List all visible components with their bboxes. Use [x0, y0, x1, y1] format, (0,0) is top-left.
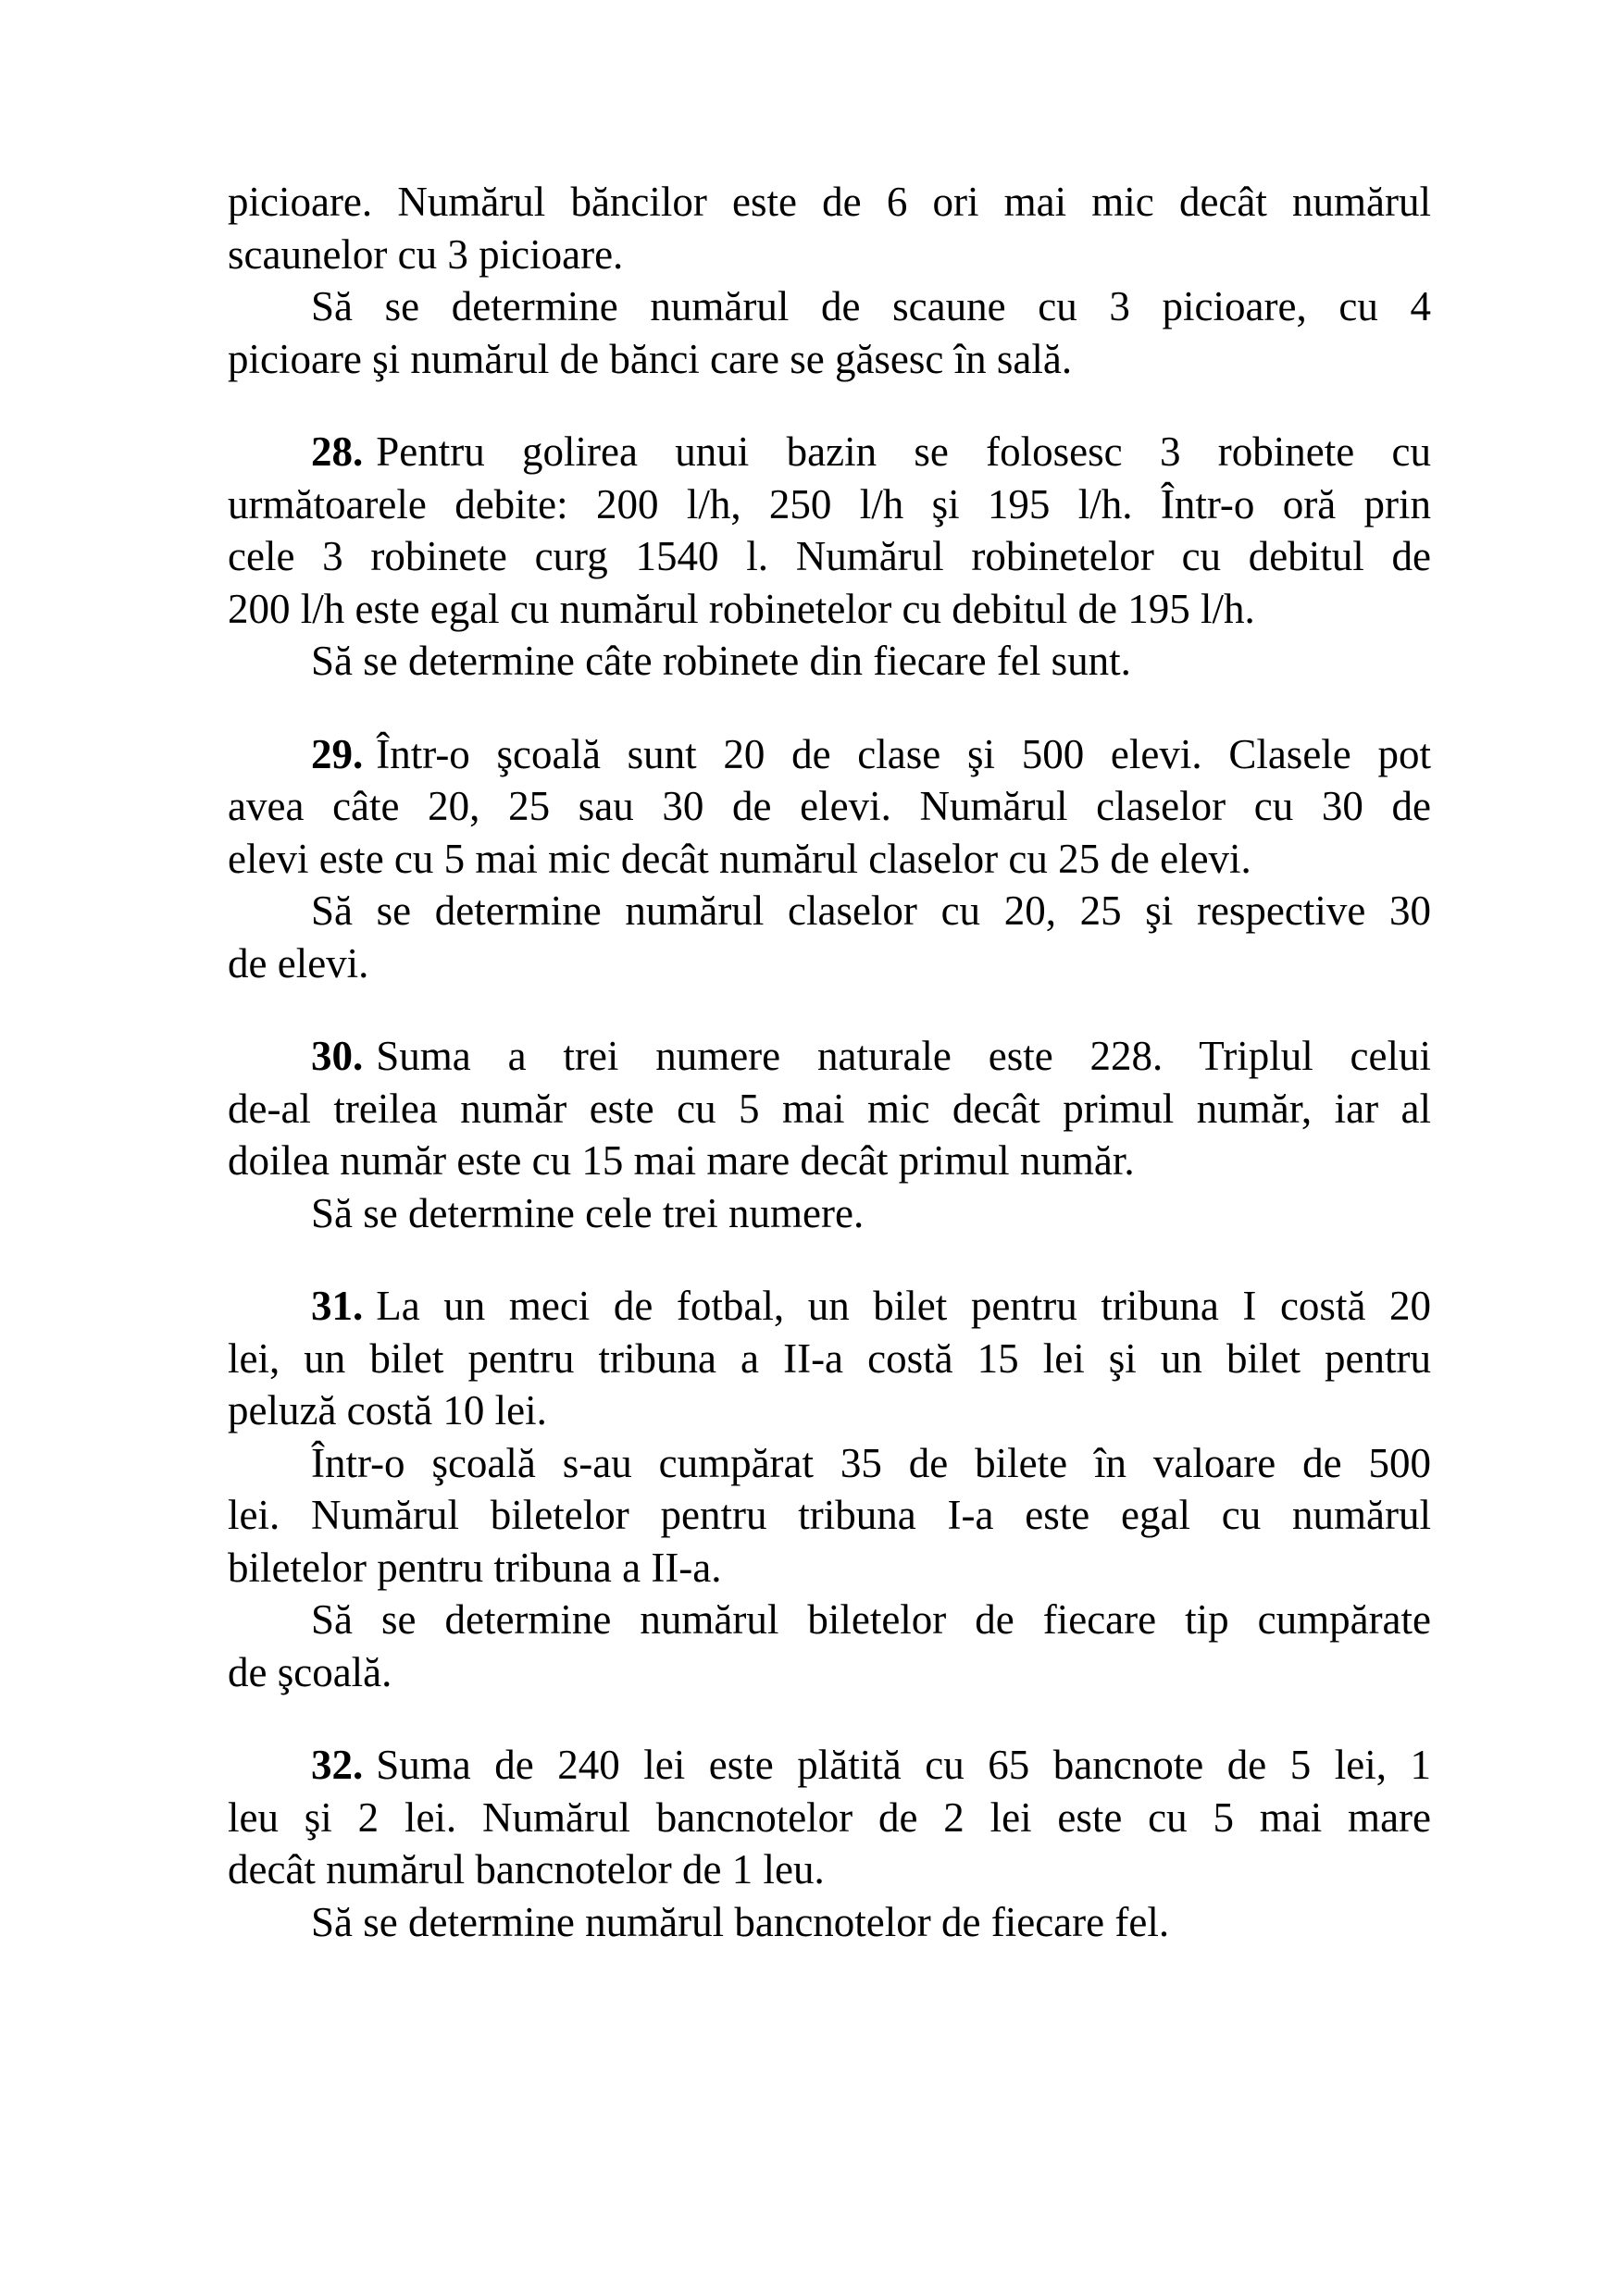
paragraph — [228, 1594, 1431, 1698]
line-text: La un meci de fotbal, un bilet pentru tribuna I costă 20 — [376, 1283, 1431, 1329]
problem-30 — [228, 1030, 1431, 1239]
text-line — [228, 937, 1431, 990]
paragraph — [228, 1187, 1431, 1240]
text-line — [228, 1843, 1431, 1896]
line-text: de elevi. — [228, 939, 369, 987]
text-line — [228, 833, 1431, 886]
line-text: de-al treilea număr este cu 5 mai mic decât primul număr, iar al — [228, 1085, 1431, 1132]
line-text: elevi este cu 5 mai mic decât numărul claselor cu 25 de elevi. — [228, 835, 1251, 882]
paragraph — [228, 1280, 1431, 1437]
line-text: Suma de 240 lei este plătită cu 65 bancnote de 5 lei, 1 — [376, 1742, 1431, 1788]
text-line — [228, 333, 1431, 386]
line-text: Într-o şcoală sunt 20 de clase şi 500 elevi. Clasele pot — [376, 730, 1431, 777]
line-text: următoarele debite: 200 l/h, 250 l/h şi 195 l/h. Într-o oră prin — [228, 480, 1431, 527]
line-text: Pentru golirea unui bazin se folosesc 3 robinete cu — [376, 428, 1431, 475]
problem-28 — [228, 426, 1431, 688]
text-line — [228, 1280, 1431, 1333]
text-line — [228, 478, 1431, 531]
text-line — [228, 635, 1431, 688]
text-line — [228, 583, 1431, 636]
paragraph — [228, 728, 1431, 886]
line-text: Într-o şcoală s-au cumpărat 35 de bilete în valoare de 500 — [311, 1439, 1431, 1486]
line-text: biletelor pentru tribuna a II-a. — [228, 1544, 722, 1591]
text-line — [228, 1135, 1431, 1187]
text-line — [228, 280, 1431, 333]
line-text: Suma a trei numere naturale este 228. Triplul celui — [376, 1033, 1431, 1079]
line-text: Să se determine numărul claselor cu 20, 25 şi respective 30 — [311, 887, 1431, 934]
problem-number: 29. — [311, 730, 364, 777]
text-line — [228, 176, 1431, 229]
text-line — [228, 530, 1431, 583]
line-text: lei. Numărul biletelor pentru tribuna I-a este egal cu numărul — [228, 1492, 1431, 1538]
problem-number: 32. — [311, 1742, 364, 1788]
problem-31 — [228, 1280, 1431, 1698]
paragraph — [228, 1896, 1431, 1949]
text-line — [228, 1489, 1431, 1542]
paragraph — [228, 176, 1431, 280]
problem-number: 31. — [311, 1283, 364, 1329]
text-line — [228, 885, 1431, 937]
text-line — [228, 1083, 1431, 1136]
line-text: Să se determine câte robinete din fiecare fel sunt. — [311, 638, 1131, 684]
line-text: avea câte 20, 25 sau 30 de elevi. Numărul claselor cu 30 de — [228, 783, 1431, 829]
paragraph — [228, 635, 1431, 688]
text-line — [228, 1187, 1431, 1240]
paragraph — [228, 885, 1431, 989]
paragraph — [228, 1437, 1431, 1595]
paragraph — [228, 280, 1431, 385]
line-text: Să se determine numărul bancnotelor de fiecare fel. — [311, 1898, 1170, 1945]
line-text: 200 l/h este egal cu numărul robinetelor cu debitul de 195 l/h. — [228, 585, 1255, 632]
document-page — [228, 176, 1431, 1948]
paragraph — [228, 1030, 1431, 1187]
line-text: Să se determine numărul biletelor de fiecare tip cumpărate — [311, 1596, 1431, 1643]
line-text: doilea număr este cu 15 mai mare decât primul număr. — [228, 1137, 1135, 1184]
text-line — [228, 1333, 1431, 1385]
text-line — [228, 1739, 1431, 1792]
text-line — [228, 1896, 1431, 1949]
line-text: peluză costă 10 lei. — [228, 1387, 547, 1433]
text-line — [228, 728, 1431, 781]
line-text: de şcoală. — [228, 1648, 392, 1695]
text-line — [228, 1594, 1431, 1646]
text-line — [228, 1437, 1431, 1490]
paragraph — [228, 426, 1431, 635]
text-line — [228, 1792, 1431, 1844]
line-text: scaunelor cu 3 picioare. — [228, 230, 624, 278]
line-text: leu şi 2 lei. Numărul bancnotelor de 2 lei este cu 5 mai mare — [228, 1793, 1431, 1841]
text-line — [228, 780, 1431, 833]
problem-number: 30. — [311, 1033, 364, 1079]
text-line — [228, 1542, 1431, 1595]
text-line — [228, 1384, 1431, 1437]
line-text: picioare şi numărul de bănci care se găsesc în sală. — [228, 335, 1073, 382]
paragraph — [228, 1739, 1431, 1896]
problem-continuation — [228, 176, 1431, 385]
text-line — [228, 1030, 1431, 1083]
line-text: lei, un bilet pentru tribuna a II-a costă 15 lei şi un bilet pentru — [228, 1334, 1431, 1382]
line-text: picioare. Numărul băncilor este de 6 ori mai mic decât numărul — [228, 179, 1431, 225]
problem-32 — [228, 1739, 1431, 1948]
text-line — [228, 229, 1431, 281]
line-text: decât numărul bancnotelor de 1 leu. — [228, 1846, 825, 1893]
line-text: cele 3 robinete curg 1540 l. Numărul robinetelor cu debitul de — [228, 533, 1431, 579]
text-line — [228, 1646, 1431, 1699]
text-line — [228, 426, 1431, 478]
line-text: Să se determine numărul de scaune cu 3 picioare, cu 4 — [311, 283, 1431, 329]
problem-29 — [228, 728, 1431, 990]
line-text: Să se determine cele trei numere. — [311, 1189, 865, 1236]
problem-number: 28. — [311, 428, 364, 475]
